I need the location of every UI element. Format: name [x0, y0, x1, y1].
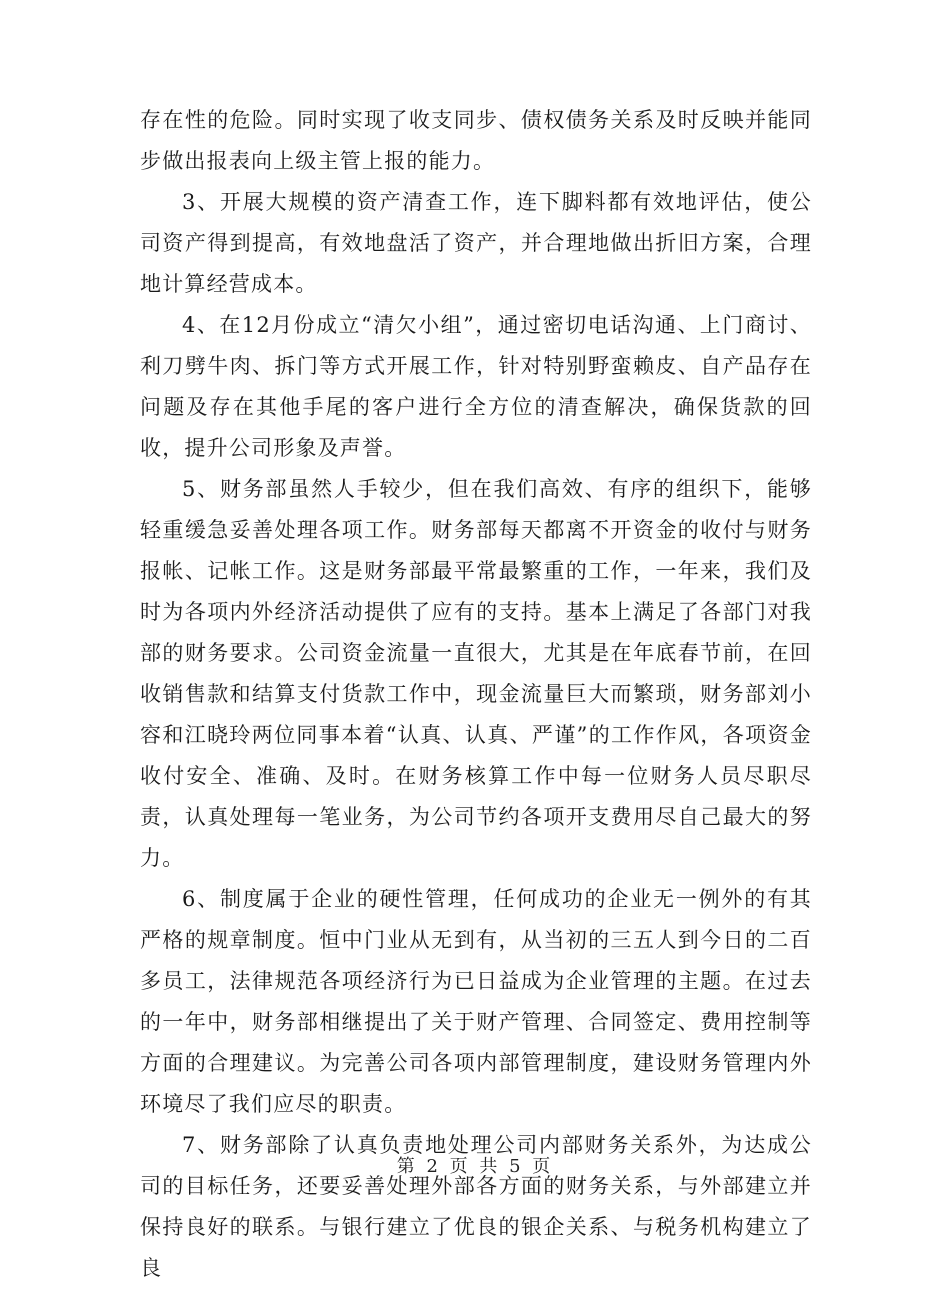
- paragraph-item-4: 4、在12月份成立“清欠小组”，通过密切电话沟通、上门商讨、利刀劈牛肉、拆门等方式开展工作，针对特别野蛮赖皮、自产品存在问题及存在其他手尾的客户进行全方位的清查解决，确保货款的回收，提升公司形象及声誉。: [140, 313, 812, 460]
- page-footer: 第 2 页 共 5 页: [396, 1156, 554, 1177]
- document-body: [140, 100, 812, 1289]
- paragraph-item-6: 6、制度属于企业的硬性管理，任何成功的企业无一例外的有其严格的规章制度。恒中门业从无到有，从当初的三五人到今日的二百多员工，法律规范各项经济行为已日益成为企业管理的主题。在过去的一年中，财务部相继提出了关于财产管理、合同签定、费用控制等方面的合理建议。为完善公司各项内部管理制度，建设财务管理内外环境尽了我们应尽的职责。: [140, 887, 812, 1116]
- paragraph-item-3: 3、开展大规模的资产清查工作，连下脚料都有效地评估，使公司资产得到提高，有效地盘活了资产，并合理地做出折旧方案，合理地计算经营成本。: [140, 190, 812, 296]
- paragraph-item-5: 5、财务部虽然人手较少，但在我们高效、有序的组织下，能够轻重缓急妥善处理各项工作。财务部每天都离不开资金的收付与财务报帐、记帐工作。这是财务部最平常最繁重的工作，一年来，我们及时为各项内外经济活动提供了应有的支持。基本上满足了各部门对我部的财务要求。公司资金流量一直很大，尤其是在年底春节前，在回收销售款和结算支付货款工作中，现金流量巨大而繁琐，财务部刘小容和江晓玲两位同事本着“认真、认真、严谨”的工作作风，各项资金收付安全、准确、及时。在财务核算工作中每一位财务人员尽职尽责，认真处理每一笔业务，为公司节约各项开支费用尽自己最大的努力。: [140, 477, 812, 870]
- paragraph-item-7: 7、财务部除了认真负责地处理公司内部财务关系外，为达成公司的目标任务，还要妥善处理外部各方面的财务关系，与外部建立并保持良好的联系。与银行建立了优良的银企关系、与税务机构建立了良: [140, 1133, 812, 1280]
- paragraph-continuation: 存在性的危险。同时实现了收支同步、债权债务关系及时反映并能同步做出报表向上级主管上报的能力。: [140, 108, 812, 173]
